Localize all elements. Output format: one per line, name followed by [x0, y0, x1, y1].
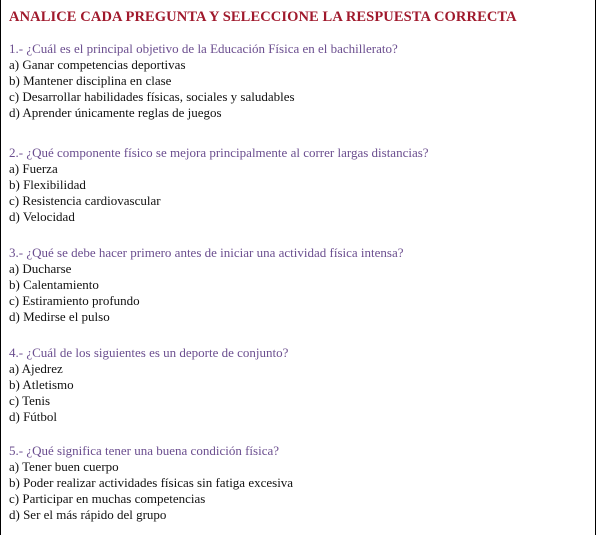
question-5-option-b: b) Poder realizar actividades físicas sin fatiga excesiva: [9, 475, 294, 490]
question-2-text: 2.- ¿Qué componente físico se mejora principalmente al correr largas distancias?: [9, 145, 429, 160]
question-4-option-b: b) Atletismo: [9, 377, 74, 392]
page-title: ANALICE CADA PREGUNTA Y SELECCIONE LA RESPUESTA CORRECTA: [9, 9, 517, 25]
question-4-option-c: c) Tenis: [9, 393, 51, 408]
question-3-option-b: b) Calentamiento: [9, 277, 99, 292]
question-5-option-d: d) Ser el más rápido del grupo: [9, 507, 167, 522]
question-3-option-c: c) Estiramiento profundo: [9, 293, 140, 308]
question-3: [9, 245, 589, 325]
question-4-text: 4.- ¿Cuál de los siguientes es un deporte de conjunto?: [9, 345, 289, 360]
question-3-option-d: d) Medirse el pulso: [9, 309, 110, 324]
question-3-text: 3.- ¿Qué se debe hacer primero antes de iniciar una actividad física intensa?: [9, 245, 404, 260]
question-5-option-c: c) Participar en muchas competencias: [9, 491, 206, 506]
question-2: [9, 145, 589, 225]
question-5-text: 5.- ¿Qué significa tener una buena condición física?: [9, 443, 279, 458]
question-4-option-a: a) Ajedrez: [9, 361, 63, 376]
question-1-option-d: d) Aprender únicamente reglas de juegos: [9, 105, 222, 120]
question-4: [9, 345, 589, 425]
question-1-option-a: a) Ganar competencias deportivas: [9, 57, 186, 72]
question-1: [9, 41, 589, 121]
question-2-option-d: d) Velocidad: [9, 209, 75, 224]
question-2-option-a: a) Fuerza: [9, 161, 58, 176]
question-1-text: 1.- ¿Cuál es el principal objetivo de la Educación Física en el bachillerato?: [9, 41, 398, 56]
question-3-option-a: a) Ducharse: [9, 261, 72, 276]
question-1-option-c: c) Desarrollar habilidades físicas, sociales y saludables: [9, 89, 295, 104]
question-1-option-b: b) Mantener disciplina en clase: [9, 73, 172, 88]
question-5-option-a: a) Tener buen cuerpo: [9, 459, 119, 474]
question-2-option-b: b) Flexibilidad: [9, 177, 86, 192]
question-2-option-c: c) Resistencia cardiovascular: [9, 193, 161, 208]
question-5: [9, 443, 589, 523]
question-4-option-d: d) Fútbol: [9, 409, 58, 424]
